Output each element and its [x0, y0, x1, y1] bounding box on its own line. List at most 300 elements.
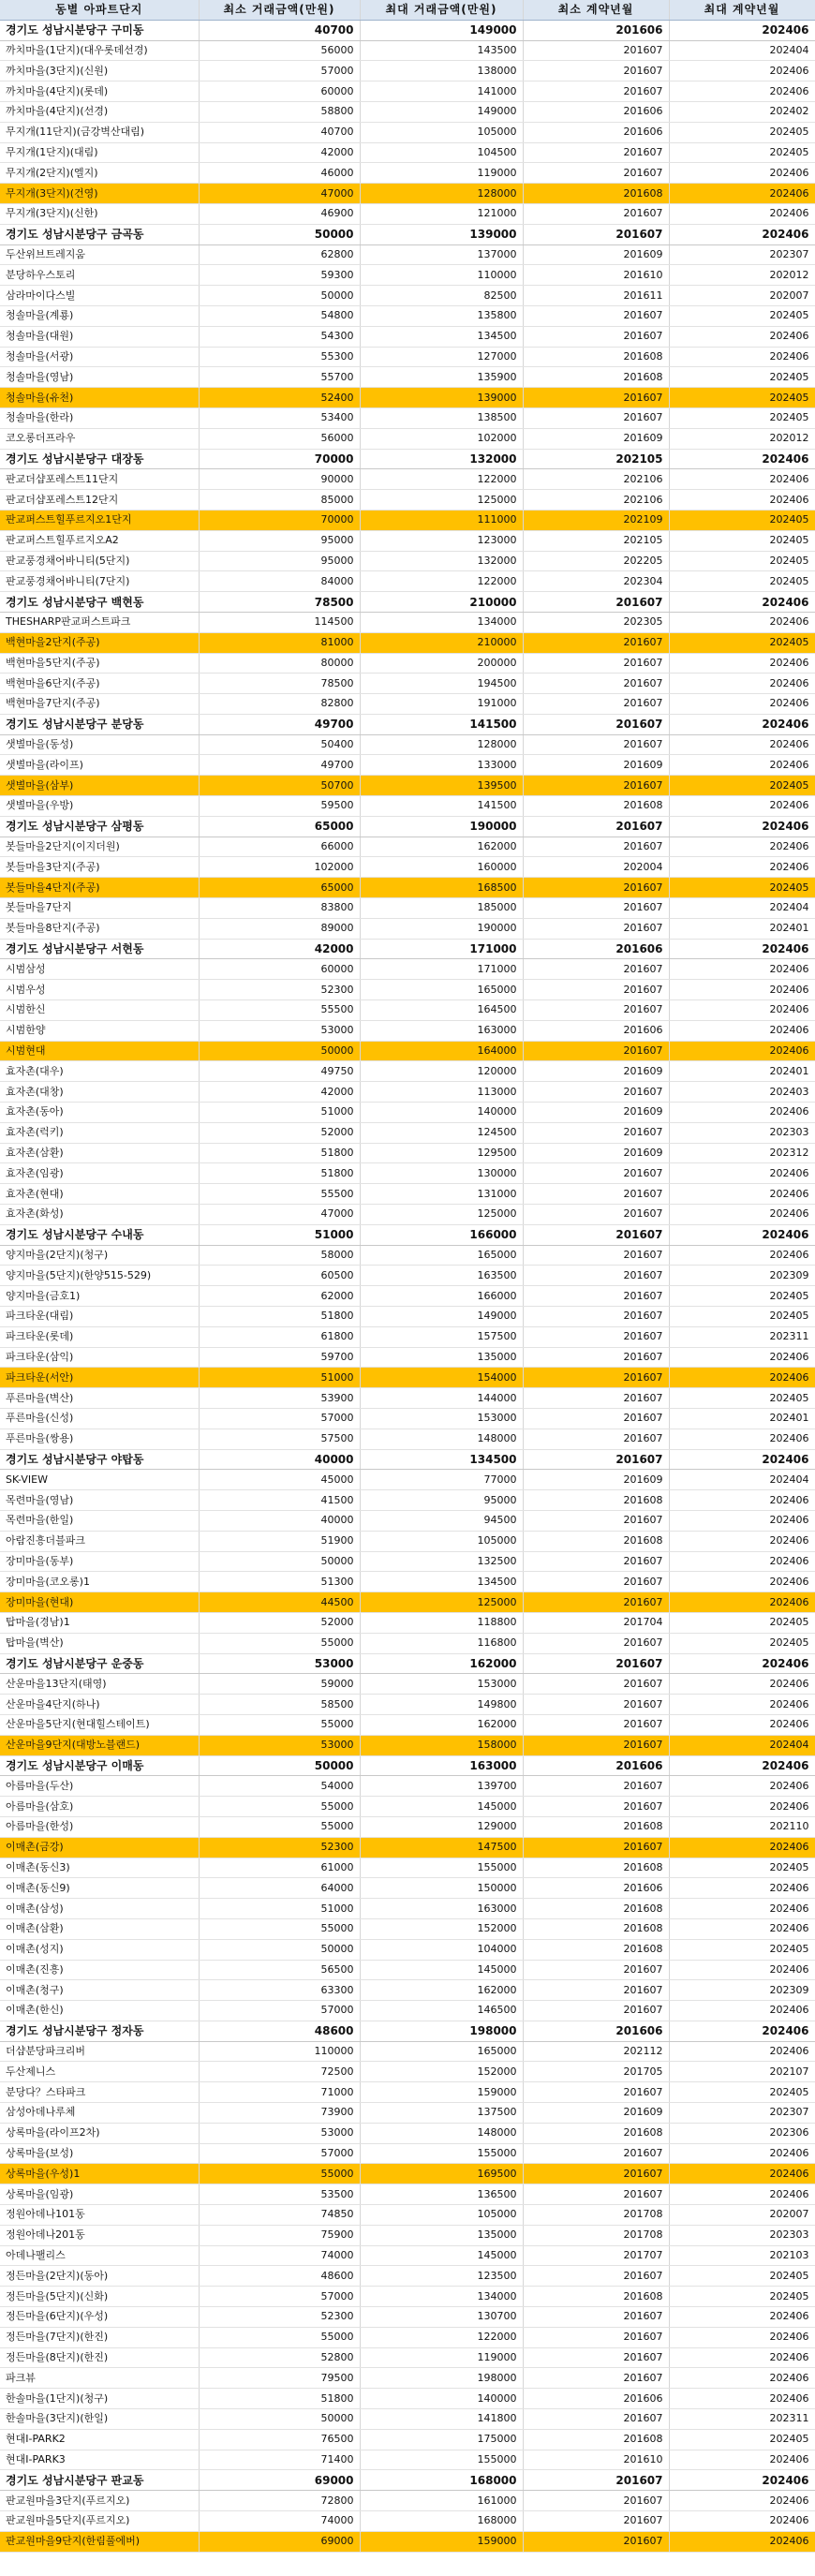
- cell-max-price[interactable]: 94500: [360, 1510, 523, 1531]
- cell-max-date[interactable]: 202406: [669, 2450, 815, 2470]
- cell-max-price[interactable]: 134500: [360, 326, 523, 347]
- cell-complex[interactable]: 시범현대: [0, 1041, 199, 1061]
- cell-max-price[interactable]: 125000: [360, 1205, 523, 1225]
- cell-min-date[interactable]: 201607: [523, 1837, 669, 1858]
- cell-max-price[interactable]: 164000: [360, 1041, 523, 1061]
- cell-min-price[interactable]: 51000: [199, 1899, 360, 1919]
- cell-max-price[interactable]: 95000: [360, 1490, 523, 1511]
- cell-min-date[interactable]: 201607: [523, 2143, 669, 2164]
- cell-max-date[interactable]: 202110: [669, 1816, 815, 1837]
- cell-complex[interactable]: 양지마을(2단지)(청구): [0, 1245, 199, 1266]
- cell-min-date[interactable]: 201607: [523, 1408, 669, 1429]
- cell-max-date[interactable]: 202406: [669, 980, 815, 1000]
- cell-max-price[interactable]: 118800: [360, 1612, 523, 1633]
- cell-min-price[interactable]: 42000: [199, 939, 360, 959]
- cell-min-price[interactable]: 40000: [199, 1449, 360, 1470]
- cell-min-date[interactable]: 201609: [523, 1470, 669, 1490]
- cell-max-date[interactable]: 202406: [669, 1878, 815, 1899]
- cell-min-date[interactable]: 201607: [523, 2368, 669, 2389]
- cell-min-price[interactable]: 52300: [199, 1837, 360, 1858]
- cell-min-date[interactable]: 201608: [523, 1816, 669, 1837]
- cell-max-price[interactable]: 168000: [360, 2470, 523, 2491]
- cell-min-price[interactable]: 74000: [199, 2511, 360, 2532]
- cell-max-date[interactable]: 202406: [669, 2531, 815, 2552]
- cell-max-date[interactable]: 202107: [669, 2062, 815, 2082]
- cell-max-price[interactable]: 194500: [360, 674, 523, 694]
- cell-min-date[interactable]: 201609: [523, 244, 669, 265]
- cell-min-price[interactable]: 55000: [199, 1797, 360, 1817]
- cell-max-price[interactable]: 137000: [360, 244, 523, 265]
- cell-max-date[interactable]: 202404: [669, 1470, 815, 1490]
- cell-complex[interactable]: 봇들마을2단지(이지더원): [0, 836, 199, 857]
- cell-min-price[interactable]: 44500: [199, 1592, 360, 1613]
- cell-max-date[interactable]: 202405: [669, 122, 815, 142]
- cell-max-date[interactable]: 202405: [669, 1612, 815, 1633]
- cell-min-price[interactable]: 48600: [199, 2021, 360, 2041]
- cell-max-price[interactable]: 153000: [360, 1674, 523, 1695]
- cell-complex[interactable]: 이매촌(한신): [0, 2001, 199, 2021]
- cell-max-date[interactable]: 202311: [669, 1326, 815, 1347]
- cell-complex[interactable]: 경기도 성남시분당구 금곡동: [0, 224, 199, 244]
- cell-max-date[interactable]: 202406: [669, 2001, 815, 2021]
- cell-max-price[interactable]: 164500: [360, 1000, 523, 1021]
- cell-max-price[interactable]: 138500: [360, 407, 523, 428]
- cell-max-date[interactable]: 202405: [669, 571, 815, 592]
- cell-complex[interactable]: 청솔마을(대원): [0, 326, 199, 347]
- cell-max-price[interactable]: 141500: [360, 796, 523, 817]
- cell-max-date[interactable]: 202406: [669, 1797, 815, 1817]
- cell-max-price[interactable]: 161000: [360, 2491, 523, 2511]
- cell-min-price[interactable]: 79500: [199, 2368, 360, 2389]
- cell-max-price[interactable]: 198000: [360, 2368, 523, 2389]
- cell-complex[interactable]: 봇들마을7단지: [0, 898, 199, 919]
- cell-min-date[interactable]: 201607: [523, 2266, 669, 2287]
- cell-max-price[interactable]: 169500: [360, 2164, 523, 2184]
- cell-max-date[interactable]: 202406: [669, 939, 815, 959]
- cell-complex[interactable]: 삼라마이다스빌: [0, 286, 199, 306]
- cell-min-price[interactable]: 72800: [199, 2491, 360, 2511]
- cell-max-date[interactable]: 202406: [669, 755, 815, 776]
- cell-max-date[interactable]: 202406: [669, 1490, 815, 1511]
- cell-min-price[interactable]: 55000: [199, 1633, 360, 1653]
- cell-min-price[interactable]: 52000: [199, 1122, 360, 1143]
- cell-min-date[interactable]: 201607: [523, 2347, 669, 2368]
- cell-min-date[interactable]: 201607: [523, 1633, 669, 1653]
- cell-complex[interactable]: 파크타운(롯데): [0, 1326, 199, 1347]
- cell-max-date[interactable]: 202406: [669, 203, 815, 224]
- cell-min-date[interactable]: 201607: [523, 1674, 669, 1695]
- cell-complex[interactable]: 청솔마을(유천): [0, 388, 199, 408]
- cell-min-price[interactable]: 52400: [199, 388, 360, 408]
- cell-max-date[interactable]: 202406: [669, 796, 815, 817]
- cell-min-price[interactable]: 78500: [199, 674, 360, 694]
- cell-max-price[interactable]: 165000: [360, 2041, 523, 2062]
- cell-complex[interactable]: 백현마을5단지(주공): [0, 653, 199, 674]
- cell-max-price[interactable]: 149000: [360, 101, 523, 122]
- cell-complex[interactable]: 산운마을4단지(하나): [0, 1695, 199, 1715]
- cell-min-date[interactable]: 201608: [523, 796, 669, 817]
- cell-max-date[interactable]: 202406: [669, 469, 815, 490]
- cell-min-date[interactable]: 201610: [523, 2450, 669, 2470]
- cell-min-date[interactable]: 201607: [523, 1797, 669, 1817]
- cell-complex[interactable]: 시범한양: [0, 1020, 199, 1041]
- cell-max-price[interactable]: 163000: [360, 1020, 523, 1041]
- cell-min-date[interactable]: 201607: [523, 1163, 669, 1184]
- cell-min-date[interactable]: 201609: [523, 1061, 669, 1082]
- cell-max-price[interactable]: 82500: [360, 286, 523, 306]
- cell-max-date[interactable]: 202405: [669, 776, 815, 796]
- cell-max-price[interactable]: 210000: [360, 632, 523, 653]
- cell-min-price[interactable]: 71400: [199, 2450, 360, 2470]
- cell-min-date[interactable]: 201607: [523, 1388, 669, 1409]
- cell-min-price[interactable]: 50400: [199, 734, 360, 755]
- cell-complex[interactable]: 효자촌(대우): [0, 1061, 199, 1082]
- cell-min-price[interactable]: 71000: [199, 2082, 360, 2103]
- cell-max-date[interactable]: 202406: [669, 224, 815, 244]
- cell-min-date[interactable]: 202105: [523, 449, 669, 469]
- cell-min-date[interactable]: 201608: [523, 1899, 669, 1919]
- cell-max-price[interactable]: 124500: [360, 1122, 523, 1143]
- header-min-date[interactable]: 최소 계약년월: [523, 0, 669, 20]
- cell-min-price[interactable]: 110000: [199, 2041, 360, 2062]
- cell-complex[interactable]: 경기도 성남시분당구 삼평동: [0, 816, 199, 836]
- cell-max-price[interactable]: 131000: [360, 1184, 523, 1205]
- cell-min-price[interactable]: 57000: [199, 61, 360, 81]
- cell-complex[interactable]: 정든마을(7단지)(한진): [0, 2327, 199, 2347]
- cell-min-price[interactable]: 40700: [199, 122, 360, 142]
- cell-max-price[interactable]: 159000: [360, 2082, 523, 2103]
- cell-max-date[interactable]: 202405: [669, 305, 815, 326]
- cell-min-price[interactable]: 51000: [199, 1368, 360, 1388]
- cell-max-price[interactable]: 135000: [360, 1347, 523, 1368]
- cell-min-date[interactable]: 201607: [523, 2531, 669, 2552]
- cell-complex[interactable]: 무지개(11단지)(금강벽산대림): [0, 122, 199, 142]
- cell-max-date[interactable]: 202401: [669, 1408, 815, 1429]
- cell-min-date[interactable]: 201609: [523, 1143, 669, 1163]
- cell-min-date[interactable]: 201608: [523, 1939, 669, 1960]
- cell-max-price[interactable]: 153000: [360, 1408, 523, 1429]
- cell-complex[interactable]: 까치마을(4단지)(롯데): [0, 81, 199, 102]
- cell-complex[interactable]: THESHARP판교퍼스트파크: [0, 612, 199, 632]
- cell-complex[interactable]: 샛별마을(우방): [0, 796, 199, 817]
- cell-max-price[interactable]: 134500: [360, 1572, 523, 1592]
- cell-min-date[interactable]: 201607: [523, 1122, 669, 1143]
- cell-max-date[interactable]: 202405: [669, 1286, 815, 1307]
- cell-min-date[interactable]: 201607: [523, 1041, 669, 1061]
- cell-complex[interactable]: 두산제니스: [0, 2062, 199, 2082]
- cell-complex[interactable]: 이매촌(동신3): [0, 1858, 199, 1878]
- cell-min-date[interactable]: 201607: [523, 163, 669, 184]
- cell-min-date[interactable]: 201607: [523, 1286, 669, 1307]
- cell-complex[interactable]: 이매촌(성지): [0, 1939, 199, 1960]
- cell-min-price[interactable]: 89000: [199, 918, 360, 939]
- cell-max-price[interactable]: 198000: [360, 2021, 523, 2041]
- cell-min-price[interactable]: 95000: [199, 551, 360, 571]
- cell-min-price[interactable]: 59000: [199, 1674, 360, 1695]
- cell-min-date[interactable]: 201607: [523, 776, 669, 796]
- cell-min-date[interactable]: 201607: [523, 2327, 669, 2347]
- cell-max-date[interactable]: 202405: [669, 530, 815, 551]
- cell-max-price[interactable]: 136500: [360, 2184, 523, 2205]
- cell-complex[interactable]: 무지개(3단지)(건영): [0, 184, 199, 204]
- cell-complex[interactable]: 판교풍경채어바니티(7단지): [0, 571, 199, 592]
- cell-min-date[interactable]: 201607: [523, 2082, 669, 2103]
- cell-max-date[interactable]: 202405: [669, 1633, 815, 1653]
- cell-min-date[interactable]: 201606: [523, 20, 669, 40]
- cell-min-date[interactable]: 202105: [523, 530, 669, 551]
- cell-complex[interactable]: 목련마을(영남): [0, 1490, 199, 1511]
- cell-min-date[interactable]: 201708: [523, 2205, 669, 2226]
- cell-max-price[interactable]: 138000: [360, 61, 523, 81]
- cell-max-date[interactable]: 202405: [669, 1307, 815, 1327]
- cell-min-price[interactable]: 59300: [199, 265, 360, 286]
- cell-max-price[interactable]: 122000: [360, 571, 523, 592]
- cell-min-date[interactable]: 201607: [523, 1572, 669, 1592]
- cell-complex[interactable]: 양지마을(5단지)(한양515-529): [0, 1266, 199, 1286]
- cell-max-price[interactable]: 152000: [360, 1918, 523, 1939]
- cell-min-date[interactable]: 201608: [523, 2429, 669, 2450]
- cell-max-date[interactable]: 202406: [669, 1714, 815, 1735]
- cell-min-date[interactable]: 201607: [523, 1960, 669, 1980]
- cell-min-date[interactable]: 202304: [523, 571, 669, 592]
- cell-max-price[interactable]: 152000: [360, 2062, 523, 2082]
- cell-complex[interactable]: 무지개(2단지)(엘지): [0, 163, 199, 184]
- cell-max-price[interactable]: 139700: [360, 1776, 523, 1797]
- cell-min-price[interactable]: 70000: [199, 510, 360, 530]
- cell-complex[interactable]: 이매촌(삼환): [0, 1918, 199, 1939]
- cell-complex[interactable]: 아람진흥더블파크: [0, 1531, 199, 1551]
- cell-min-date[interactable]: 201607: [523, 388, 669, 408]
- cell-complex[interactable]: 판교더샵포레스트12단지: [0, 490, 199, 511]
- cell-min-price[interactable]: 57000: [199, 1408, 360, 1429]
- cell-min-price[interactable]: 50000: [199, 286, 360, 306]
- cell-complex[interactable]: 무지개(3단지)(신한): [0, 203, 199, 224]
- cell-max-date[interactable]: 202406: [669, 1103, 815, 1123]
- cell-min-price[interactable]: 42000: [199, 1082, 360, 1103]
- cell-complex[interactable]: 백현마을7단지(주공): [0, 694, 199, 715]
- cell-min-price[interactable]: 62000: [199, 1286, 360, 1307]
- cell-min-date[interactable]: 201607: [523, 1510, 669, 1531]
- cell-complex[interactable]: 샛별마을(라이프): [0, 755, 199, 776]
- cell-complex[interactable]: 한솔마을(3단지)(한일): [0, 2409, 199, 2430]
- cell-min-price[interactable]: 50000: [199, 1551, 360, 1572]
- cell-max-date[interactable]: 202406: [669, 1755, 815, 1776]
- cell-max-price[interactable]: 190000: [360, 918, 523, 939]
- cell-complex[interactable]: 장미마을(동부): [0, 1551, 199, 1572]
- cell-min-price[interactable]: 56000: [199, 40, 360, 61]
- cell-complex[interactable]: 정든마을(5단지)(신화): [0, 2287, 199, 2307]
- cell-complex[interactable]: 탑마을(벽산): [0, 1633, 199, 1653]
- cell-complex[interactable]: 판교원마을5단지(푸르지오): [0, 2511, 199, 2532]
- cell-complex[interactable]: 파크타운(대림): [0, 1307, 199, 1327]
- cell-max-date[interactable]: 202307: [669, 244, 815, 265]
- cell-max-price[interactable]: 162000: [360, 1653, 523, 1674]
- cell-min-price[interactable]: 65000: [199, 816, 360, 836]
- cell-complex[interactable]: 경기도 성남시분당구 이매동: [0, 1755, 199, 1776]
- cell-min-date[interactable]: 201608: [523, 347, 669, 367]
- cell-min-date[interactable]: 202112: [523, 2041, 669, 2062]
- cell-complex[interactable]: 샛별마을(동성): [0, 734, 199, 755]
- cell-min-price[interactable]: 55000: [199, 2327, 360, 2347]
- cell-min-date[interactable]: 201607: [523, 1368, 669, 1388]
- cell-complex[interactable]: 아름마을(삼호): [0, 1797, 199, 1817]
- cell-max-price[interactable]: 149800: [360, 1695, 523, 1715]
- cell-complex[interactable]: 샛별마을(삼부): [0, 776, 199, 796]
- cell-max-price[interactable]: 135000: [360, 2225, 523, 2245]
- cell-max-date[interactable]: 202406: [669, 449, 815, 469]
- cell-min-price[interactable]: 47000: [199, 184, 360, 204]
- cell-complex[interactable]: 경기도 성남시분당구 대장동: [0, 449, 199, 469]
- cell-min-price[interactable]: 40700: [199, 20, 360, 40]
- cell-min-date[interactable]: 201606: [523, 2021, 669, 2041]
- cell-max-price[interactable]: 111000: [360, 510, 523, 530]
- cell-min-price[interactable]: 46900: [199, 203, 360, 224]
- cell-complex[interactable]: 시범우성: [0, 980, 199, 1000]
- cell-max-date[interactable]: 202405: [669, 2287, 815, 2307]
- cell-min-date[interactable]: 202305: [523, 612, 669, 632]
- cell-max-date[interactable]: 202405: [669, 551, 815, 571]
- cell-max-price[interactable]: 143500: [360, 40, 523, 61]
- cell-max-price[interactable]: 135800: [360, 305, 523, 326]
- cell-min-price[interactable]: 50000: [199, 2409, 360, 2430]
- cell-min-price[interactable]: 69000: [199, 2470, 360, 2491]
- cell-max-date[interactable]: 202406: [669, 734, 815, 755]
- cell-min-price[interactable]: 55000: [199, 1918, 360, 1939]
- cell-max-date[interactable]: 202406: [669, 1368, 815, 1388]
- cell-max-date[interactable]: 202307: [669, 2103, 815, 2124]
- cell-max-price[interactable]: 130700: [360, 2307, 523, 2328]
- cell-complex[interactable]: 봇들마을3단지(주공): [0, 857, 199, 878]
- cell-max-price[interactable]: 155000: [360, 2450, 523, 2470]
- cell-min-date[interactable]: 201607: [523, 1307, 669, 1327]
- cell-min-price[interactable]: 46000: [199, 163, 360, 184]
- cell-max-price[interactable]: 125000: [360, 490, 523, 511]
- cell-complex[interactable]: 판교원마을3단지(푸르지오): [0, 2491, 199, 2511]
- cell-complex[interactable]: 까치마을(4단지)(선경): [0, 101, 199, 122]
- cell-complex[interactable]: 까치마을(1단지)(대우롯데선경): [0, 40, 199, 61]
- cell-max-price[interactable]: 163500: [360, 1266, 523, 1286]
- cell-complex[interactable]: 효자촌(임광): [0, 1163, 199, 1184]
- cell-min-date[interactable]: 201607: [523, 2164, 669, 2184]
- cell-max-date[interactable]: 202402: [669, 101, 815, 122]
- cell-max-date[interactable]: 202406: [669, 81, 815, 102]
- cell-min-date[interactable]: 201608: [523, 2123, 669, 2143]
- cell-min-price[interactable]: 63300: [199, 1980, 360, 2001]
- cell-min-price[interactable]: 53900: [199, 1388, 360, 1409]
- cell-max-date[interactable]: 202406: [669, 1837, 815, 1858]
- cell-complex[interactable]: 상록마을(임광): [0, 2184, 199, 2205]
- cell-min-price[interactable]: 55000: [199, 1714, 360, 1735]
- cell-complex[interactable]: 파크타운(삼익): [0, 1347, 199, 1368]
- cell-max-price[interactable]: 116800: [360, 1633, 523, 1653]
- cell-complex[interactable]: 양지마을(금호1): [0, 1286, 199, 1307]
- cell-complex[interactable]: 상록마을(라이프2차): [0, 2123, 199, 2143]
- cell-min-date[interactable]: 201607: [523, 1592, 669, 1613]
- cell-min-price[interactable]: 59700: [199, 1347, 360, 1368]
- cell-min-date[interactable]: 201606: [523, 101, 669, 122]
- cell-max-date[interactable]: 202406: [669, 2491, 815, 2511]
- cell-max-date[interactable]: 202406: [669, 1653, 815, 1674]
- cell-max-date[interactable]: 202406: [669, 836, 815, 857]
- cell-min-price[interactable]: 50700: [199, 776, 360, 796]
- cell-complex[interactable]: 판교풍경채어바니티(5단지): [0, 551, 199, 571]
- cell-max-price[interactable]: 105000: [360, 122, 523, 142]
- cell-min-date[interactable]: 201607: [523, 878, 669, 898]
- cell-max-date[interactable]: 202405: [669, 1939, 815, 1960]
- cell-max-date[interactable]: 202406: [669, 959, 815, 980]
- cell-min-date[interactable]: 202205: [523, 551, 669, 571]
- cell-min-price[interactable]: 49700: [199, 755, 360, 776]
- cell-max-price[interactable]: 140000: [360, 1103, 523, 1123]
- cell-min-date[interactable]: 201607: [523, 1735, 669, 1755]
- cell-max-date[interactable]: 202401: [669, 918, 815, 939]
- cell-max-date[interactable]: 202406: [669, 1429, 815, 1449]
- cell-min-price[interactable]: 53500: [199, 2184, 360, 2205]
- cell-min-date[interactable]: 201607: [523, 898, 669, 919]
- cell-min-price[interactable]: 64000: [199, 1878, 360, 1899]
- cell-complex[interactable]: 무지개(1단지)(대림): [0, 142, 199, 163]
- cell-max-date[interactable]: 202406: [669, 1592, 815, 1613]
- cell-min-price[interactable]: 55000: [199, 1816, 360, 1837]
- cell-min-price[interactable]: 55500: [199, 1000, 360, 1021]
- cell-min-price[interactable]: 56500: [199, 1960, 360, 1980]
- cell-max-price[interactable]: 121000: [360, 203, 523, 224]
- cell-max-date[interactable]: 202303: [669, 2225, 815, 2245]
- cell-complex[interactable]: 청솔마을(서광): [0, 347, 199, 367]
- cell-complex[interactable]: 코오롱더프라우: [0, 428, 199, 449]
- cell-complex[interactable]: 아름마을(두산): [0, 1776, 199, 1797]
- cell-min-price[interactable]: 51800: [199, 1143, 360, 1163]
- cell-min-date[interactable]: 201607: [523, 407, 669, 428]
- cell-complex[interactable]: 청솔마을(영남): [0, 367, 199, 388]
- cell-max-price[interactable]: 145000: [360, 2245, 523, 2266]
- cell-min-date[interactable]: 201607: [523, 203, 669, 224]
- cell-min-price[interactable]: 95000: [199, 530, 360, 551]
- cell-max-date[interactable]: 202406: [669, 2347, 815, 2368]
- cell-max-price[interactable]: 147500: [360, 1837, 523, 1858]
- cell-complex[interactable]: 판교퍼스트힐푸르지오A2: [0, 530, 199, 551]
- cell-min-date[interactable]: 201609: [523, 428, 669, 449]
- cell-max-price[interactable]: 113000: [360, 1082, 523, 1103]
- cell-min-price[interactable]: 60000: [199, 81, 360, 102]
- cell-min-date[interactable]: 201607: [523, 836, 669, 857]
- cell-complex[interactable]: 정든마을(6단지)(우성): [0, 2307, 199, 2328]
- cell-max-date[interactable]: 202406: [669, 1551, 815, 1572]
- cell-min-price[interactable]: 70000: [199, 449, 360, 469]
- cell-min-price[interactable]: 53000: [199, 1735, 360, 1755]
- cell-min-date[interactable]: 201607: [523, 1224, 669, 1245]
- cell-max-price[interactable]: 165000: [360, 980, 523, 1000]
- cell-max-price[interactable]: 128000: [360, 184, 523, 204]
- header-max-date[interactable]: 최대 계약년월: [669, 0, 815, 20]
- cell-min-price[interactable]: 57000: [199, 2287, 360, 2307]
- cell-min-price[interactable]: 85000: [199, 490, 360, 511]
- cell-min-price[interactable]: 52300: [199, 2307, 360, 2328]
- cell-max-price[interactable]: 105000: [360, 2205, 523, 2226]
- cell-max-date[interactable]: 202007: [669, 286, 815, 306]
- cell-max-date[interactable]: 202404: [669, 898, 815, 919]
- cell-min-price[interactable]: 62800: [199, 244, 360, 265]
- cell-max-date[interactable]: 202406: [669, 326, 815, 347]
- cell-min-date[interactable]: 201607: [523, 632, 669, 653]
- cell-max-date[interactable]: 202405: [669, 1388, 815, 1409]
- cell-min-price[interactable]: 49750: [199, 1061, 360, 1082]
- cell-min-price[interactable]: 59500: [199, 796, 360, 817]
- cell-min-price[interactable]: 51000: [199, 1103, 360, 1123]
- cell-complex[interactable]: 효자촌(동아): [0, 1103, 199, 1123]
- cell-min-date[interactable]: 201609: [523, 1103, 669, 1123]
- cell-min-date[interactable]: 201608: [523, 2287, 669, 2307]
